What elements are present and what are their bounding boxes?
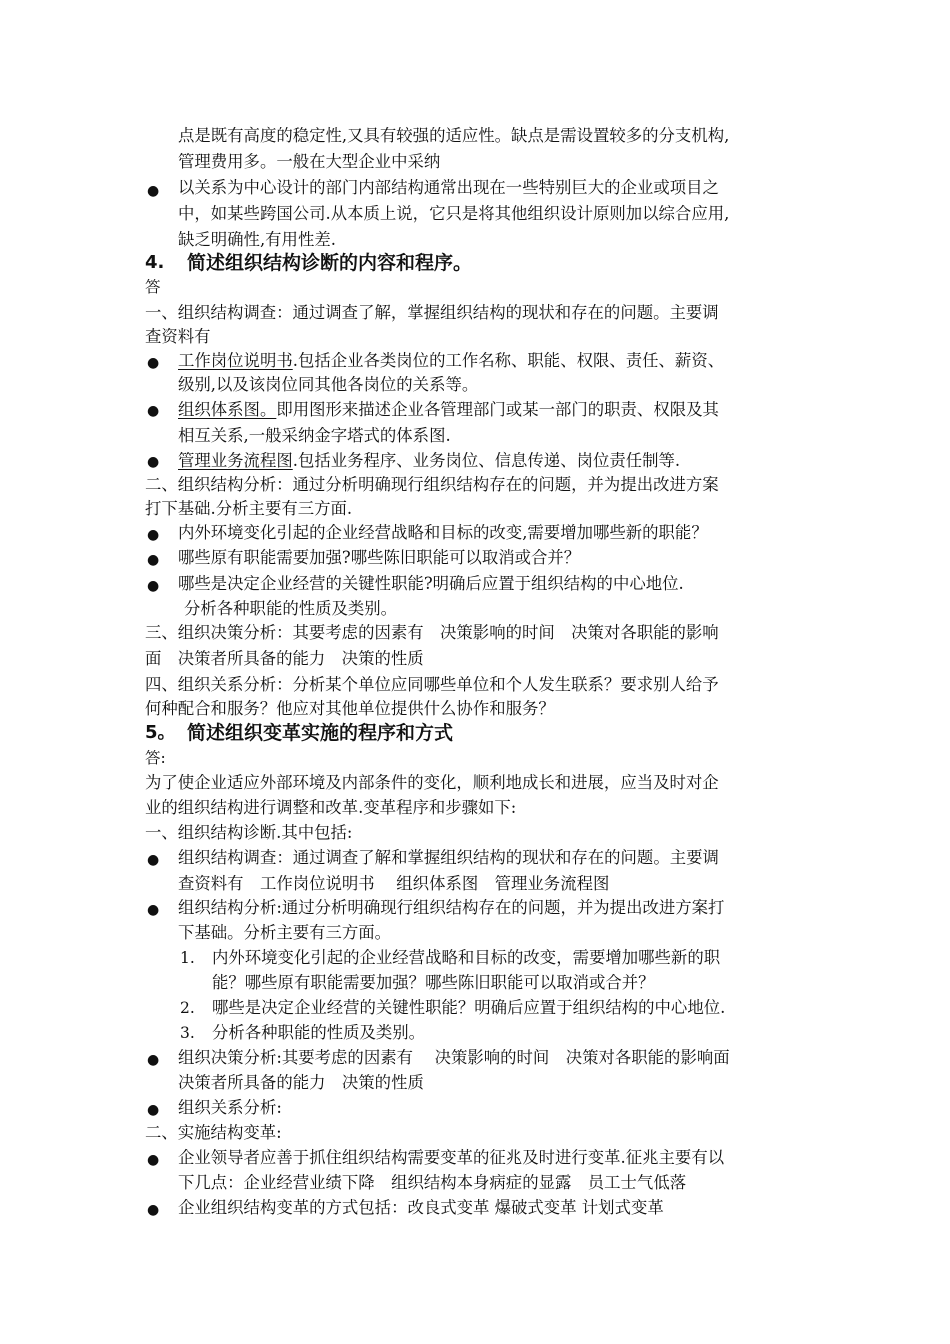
text-line: 为了使企业适应外部环境及内部条件的变化，顺利地成长和进展，应当及时对企 — [145, 773, 719, 792]
text-line: 分析各种职能的性质及类别。 — [184, 599, 398, 618]
bullet-icon: ● — [147, 1202, 160, 1218]
text-line: 哪些原有职能需要加强?哪些陈旧职能可以取消或合并？ — [178, 548, 581, 567]
question-number: 5。 — [145, 722, 176, 743]
text-line: 工作岗位说明书.包括企业各类岗位的工作名称、职能、权限、责任、薪资、 — [178, 351, 725, 370]
question-title: 简述组织变革实施的程序和方式 — [187, 722, 454, 744]
text-line: 面 决策者所具备的能力 决策的性质 — [145, 649, 424, 668]
text-line: 查资料有 — [145, 327, 211, 346]
text-line: 下几点：企业经营业绩下降 组织结构本身病症的显露 员工士气低落 — [178, 1173, 687, 1192]
list-number: 3. — [180, 1024, 195, 1042]
text-line: 三、组织决策分析：其要考虑的因素有 决策影响的时间 决策对各职能的影响 — [145, 623, 719, 642]
bullet-icon: ● — [147, 355, 160, 371]
text-line: 组织关系分析: — [178, 1098, 282, 1117]
text-line: 管理业务流程图.包括业务程序、业务岗位、信息传递、岗位责任制等. — [178, 451, 681, 470]
text-line: 查资料有 工作岗位说明书 组织体系图 管理业务流程图 — [178, 874, 610, 893]
text-line: 以关系为中心设计的部门内部结构通常出现在一些特别巨大的企业或项目之 — [178, 178, 719, 197]
text-line: 二、组织结构分析：通过分析明确现行组织结构存在的问题，并为提出改进方案 — [145, 475, 719, 494]
question-title: 简述组织结构诊断的内容和程序。 — [187, 252, 473, 274]
text-line: 四、组织关系分析：分析某个单位应同哪些单位和个人发生联系？要求别人给予 — [145, 675, 719, 694]
answer-label: 答: — [145, 749, 166, 767]
text-line: 中，如某些跨国公司.从本质上说，它只是将其他组织设计原则加以综合应用, — [178, 204, 730, 223]
text-line: 企业组织结构变革的方式包括：改良式变革 爆破式变革 计划式变革 — [178, 1198, 664, 1217]
text-line: 相互关系,一般采纳金字塔式的体系图. — [178, 426, 451, 445]
text-line: 点是既有高度的稳定性,又具有较强的适应性。缺点是需设置较多的分支机构, — [178, 126, 730, 145]
bullet-icon: ● — [147, 578, 160, 594]
text-line: 何种配合和服务？他应对其他单位提供什么协作和服务？ — [145, 699, 555, 718]
text-line: 业的组织结构进行调整和改革.变革程序和步骤如下: — [145, 798, 517, 817]
underlined-term: 管理业务流程图 — [178, 451, 293, 470]
text-line: 下基础。分析主要有三方面。 — [178, 923, 392, 942]
bullet-icon: ● — [147, 527, 160, 543]
bullet-icon: ● — [147, 454, 160, 470]
text-line: 内外环境变化引起的企业经营战略和目标的改变，需要增加哪些新的职 — [212, 948, 721, 967]
text-line: 哪些是决定企业经营的关键性职能?明确后应置于组织结构的中心地位. — [178, 574, 684, 593]
text-line: 决策者所具备的能力 决策的性质 — [178, 1073, 424, 1092]
text-line: 级别,以及该岗位同其他各岗位的关系等。 — [178, 375, 479, 394]
underlined-term: 组织体系图。 — [178, 400, 277, 419]
text-line: 能？哪些原有职能需要加强？哪些陈旧职能可以取消或合并？ — [212, 973, 655, 992]
bullet-icon: ● — [147, 1052, 160, 1068]
bullet-icon: ● — [147, 552, 160, 568]
bullet-icon: ● — [147, 1102, 160, 1118]
text-line: 组织体系图。即用图形来描述企业各管理部门或某一部门的职责、权限及其 — [178, 400, 719, 419]
text-line: 内外环境变化引起的企业经营战略和目标的改变,需要增加哪些新的职能？ — [178, 523, 708, 542]
text-line: 管理费用多。一般在大型企业中采纳 — [178, 152, 441, 171]
question-number: 4. — [145, 252, 165, 273]
text-line: 分析各种职能的性质及类别。 — [212, 1023, 426, 1042]
text-line: 企业领导者应善于抓住组织结构需要变革的征兆及时进行变革.征兆主要有以 — [178, 1148, 725, 1167]
list-number: 1. — [180, 949, 195, 967]
bullet-icon: ● — [147, 403, 160, 419]
underlined-term: 工作岗位说明书 — [178, 351, 293, 370]
text-line: 打下基础.分析主要有三方面. — [145, 499, 353, 518]
text-line: 一、组织结构调查：通过调查了解，掌握组织结构的现状和存在的问题。主要调 — [145, 303, 719, 322]
text-line: 一、组织结构诊断.其中包括: — [145, 823, 353, 842]
answer-label: 答 — [145, 278, 161, 296]
bullet-icon: ● — [147, 1152, 160, 1168]
bullet-icon: ● — [147, 852, 160, 868]
text-line: 组织结构调查：通过调查了解和掌握组织结构的现状和存在的问题。主要调 — [178, 848, 719, 867]
text-line: 组织决策分析:其要考虑的因素有 决策影响的时间 决策对各职能的影响面 — [178, 1048, 730, 1067]
text-line: 组织结构分析:通过分析明确现行组织结构存在的问题，并为提出改进方案打 — [178, 898, 725, 917]
text-line: 缺乏明确性,有用性差. — [178, 230, 336, 249]
bullet-icon: ● — [147, 902, 160, 918]
list-number: 2. — [180, 999, 195, 1017]
text-line: 二、实施结构变革: — [145, 1123, 282, 1142]
text-line: 哪些是决定企业经营的关键性职能？明确后应置于组织结构的中心地位. — [212, 998, 726, 1017]
bullet-icon: ● — [147, 183, 160, 199]
